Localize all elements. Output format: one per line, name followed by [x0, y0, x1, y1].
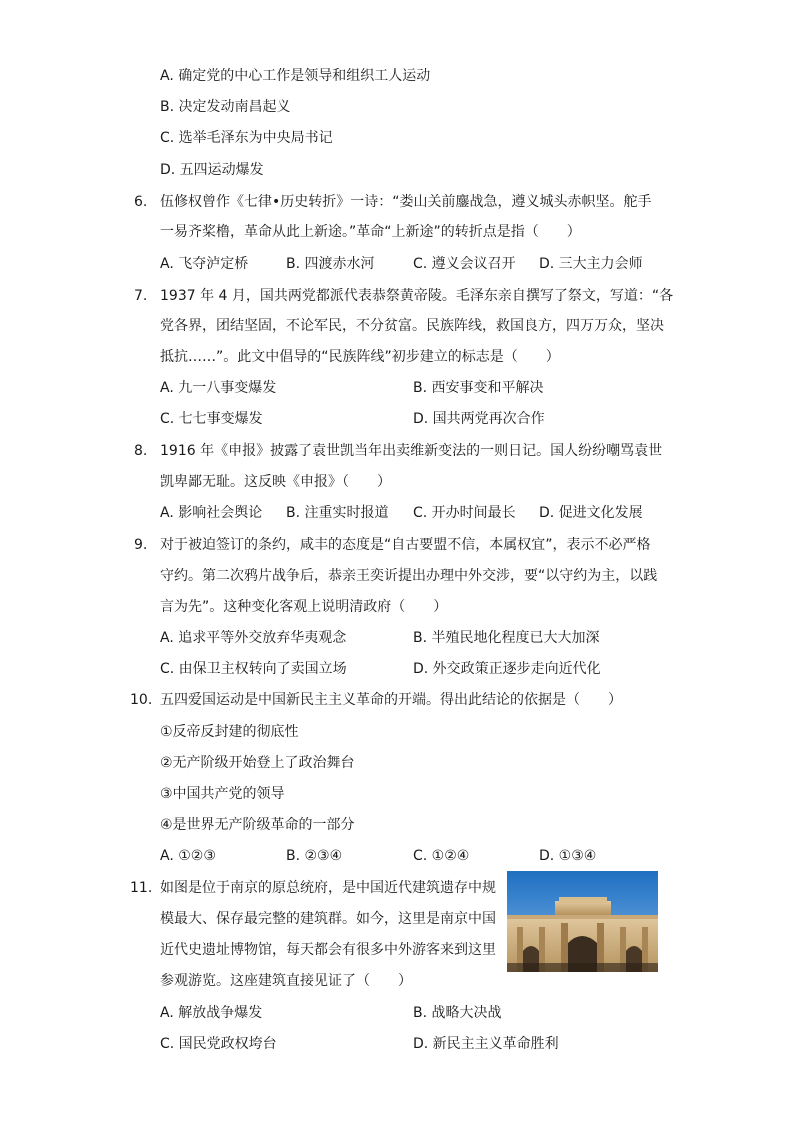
q6-stem-line1: 伍修权曾作《七律•历史转折》一诗：“娄山关前鏖战急，遵义城头赤帜坚。舵手	[160, 194, 652, 210]
q6-option-a: A. 飞夺泸定桥	[160, 256, 249, 272]
q6-stem-line2: 一易齐桨橹，革命从此上新途。”革命“上新途”的转折点是指（ ）	[160, 224, 581, 240]
q8-option-c: C. 开办时间最长	[413, 505, 516, 521]
q11-stem-line2: 模最大、保存最完整的建筑群。如今，这里是南京中国	[160, 911, 496, 927]
q7-stem-line3: 抵抗……”。此文中倡导的“民族阵线”初步建立的标志是（ ）	[160, 349, 560, 365]
q11-stem-line1: 如图是位于南京的原总统府，是中国近代建筑遗存中规	[160, 880, 496, 896]
presidential-palace-photo	[507, 871, 658, 972]
q9-stem-line3: 言为先”。这种变化客观上说明清政府（ ）	[160, 599, 448, 615]
q6-option-b: B. 四渡赤水河	[286, 256, 375, 272]
q8-option-a: A. 影响社会舆论	[160, 505, 263, 521]
q5-option-d: D. 五四运动爆发	[160, 162, 264, 178]
q9-option-d: D. 外交政策正逐步走向近代化	[413, 661, 601, 677]
q10-statement-2: ②无产阶级开始登上了政治舞台	[160, 755, 355, 771]
q6-number: 6.	[134, 194, 148, 210]
q10-option-c: C. ①②④	[413, 848, 470, 864]
q8-option-d: D. 促进文化发展	[539, 505, 643, 521]
q7-stem-line1: 1937 年 4 月，国共两党都派代表恭祭黄帝陵。毛泽东亲自撰写了祭文，写道：“各	[160, 288, 674, 304]
q5-option-a: A. 确定党的中心工作是领导和组织工人运动	[160, 68, 431, 84]
q11-option-c: C. 国民党政权垮台	[160, 1036, 277, 1052]
q9-stem-line2: 守约。第二次鸦片战争后，恭亲王奕䜣提出办理中外交涉，要“以守约为主，以践	[160, 568, 658, 584]
q10-statement-3: ③中国共产党的领导	[160, 786, 285, 802]
q6-option-c: C. 遵义会议召开	[413, 256, 516, 272]
q9-option-c: C. 由保卫主权转向了卖国立场	[160, 661, 347, 677]
q11-option-d: D. 新民主主义革命胜利	[413, 1036, 559, 1052]
q7-stem-line2: 党各界，团结坚固，不论军民，不分贫富。民族阵线，救国良方，四万万众，坚决	[160, 318, 664, 334]
q7-option-a: A. 九一八事变爆发	[160, 380, 277, 396]
q7-number: 7.	[134, 288, 148, 304]
q10-option-d: D. ①③④	[539, 848, 597, 864]
q8-stem-line2: 凯卑鄙无耻。这反映《申报》（ ）	[160, 474, 391, 490]
q10-statement-1: ①反帝反封建的彻底性	[160, 724, 299, 740]
q10-number: 10.	[130, 692, 153, 708]
q9-option-b: B. 半殖民地化程度已大大加深	[413, 630, 600, 646]
q7-option-d: D. 国共两党再次合作	[413, 411, 545, 427]
q7-option-b: B. 西安事变和平解决	[413, 380, 544, 396]
q10-statement-4: ④是世界无产阶级革命的一部分	[160, 817, 355, 833]
q10-option-a: A. ①②③	[160, 848, 216, 864]
q10-option-b: B. ②③④	[286, 848, 343, 864]
q5-option-b: B. 决定发动南昌起义	[160, 99, 291, 115]
q10-stem-line1: 五四爱国运动是中国新民主主义革命的开端。得出此结论的依据是（ ）	[160, 692, 622, 708]
q9-option-a: A. 追求平等外交放弃华夷观念	[160, 630, 347, 646]
q8-option-b: B. 注重实时报道	[286, 505, 389, 521]
q11-stem-line3: 近代史遗址博物馆，每天都会有很多中外游客来到这里	[160, 942, 496, 958]
q11-option-b: B. 战略大决战	[413, 1005, 502, 1021]
q8-stem-line1: 1916 年《申报》披露了袁世凯当年出卖维新变法的一则日记。国人纷纷嘲骂袁世	[160, 443, 663, 459]
q8-number: 8.	[134, 443, 148, 459]
q11-number: 11.	[130, 880, 153, 896]
q11-stem-line4: 参观游览。这座建筑直接见证了（ ）	[160, 973, 412, 989]
q9-stem-line1: 对于被迫签订的条约，咸丰的态度是“自古要盟不信，本属权宜”，表示不必严格	[160, 537, 651, 553]
q7-option-c: C. 七七事变爆发	[160, 411, 263, 427]
q6-option-d: D. 三大主力会师	[539, 256, 643, 272]
q11-option-a: A. 解放战争爆发	[160, 1005, 263, 1021]
q5-option-c: C. 选举毛泽东为中央局书记	[160, 130, 333, 146]
q9-number: 9.	[134, 537, 148, 553]
